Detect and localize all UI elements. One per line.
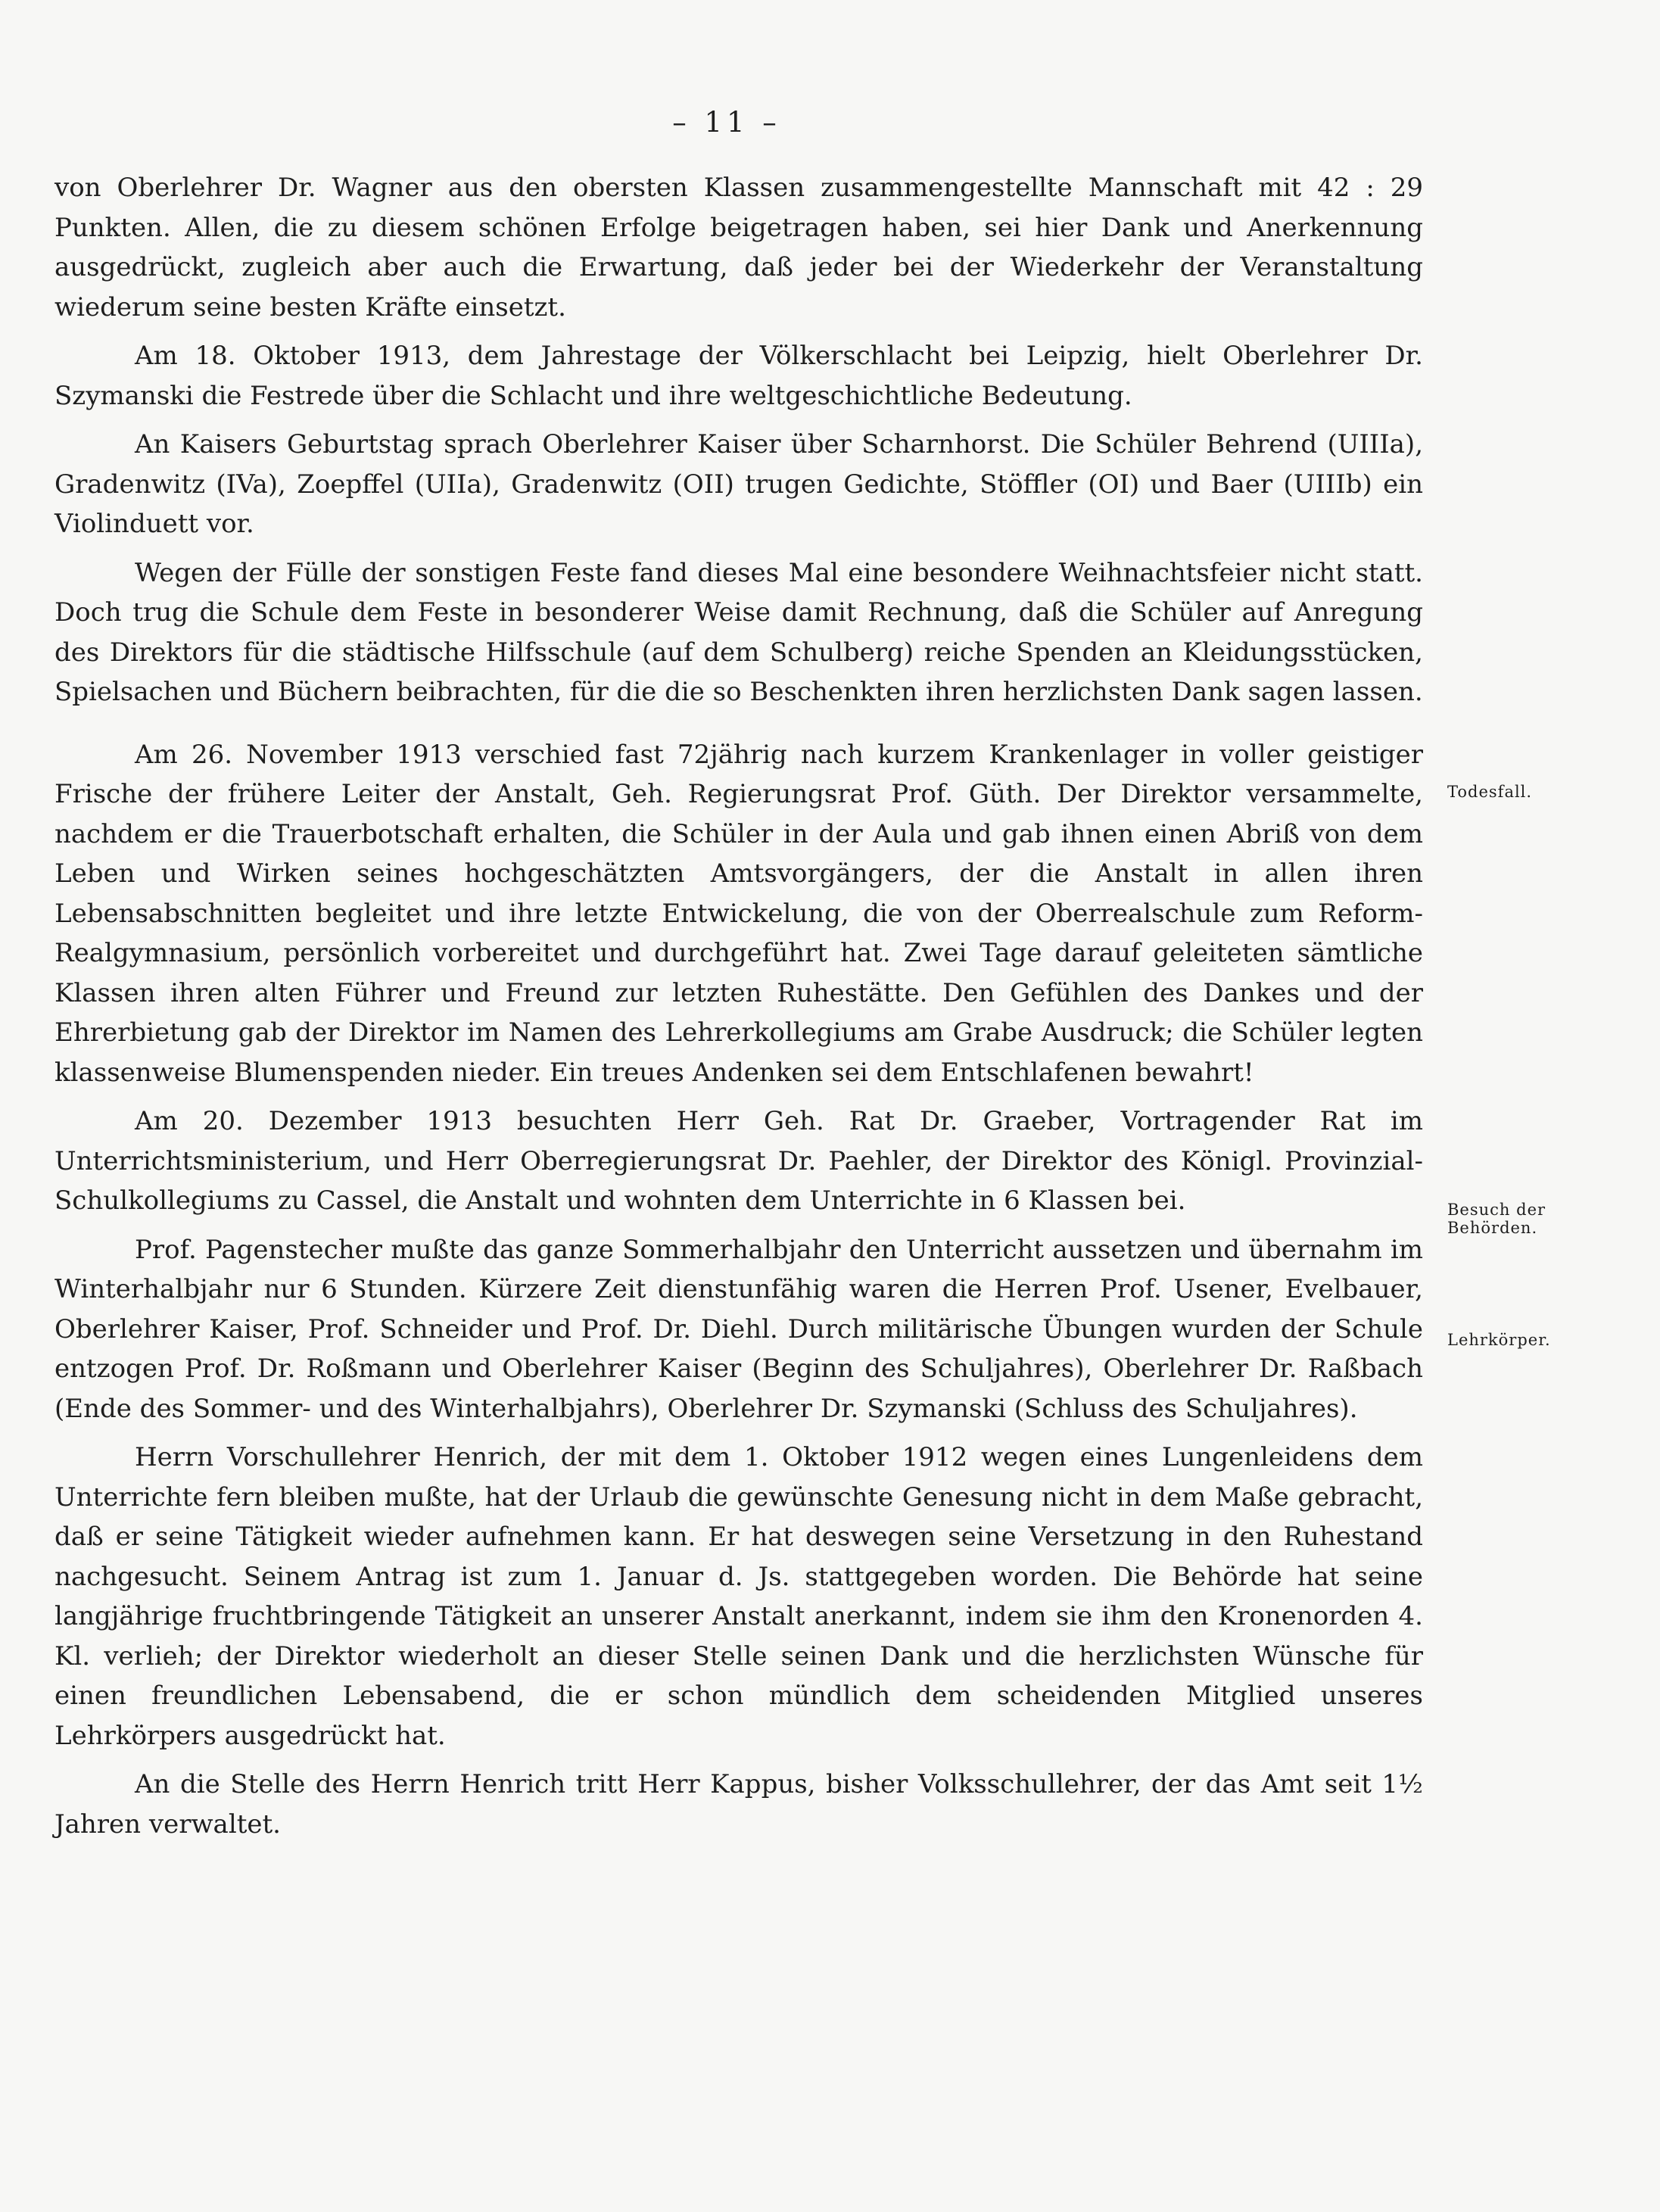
paragraph-teaching-staff: Prof. Pagenstecher mußte das ganze Sommerhalbjahr den Unterricht aussetzen und übernahm im Winterhalbjahr nur 6 Stunden. Kürzere Zeit dienstunfähig waren die Herren Prof. Usener, Evelbauer, Oberlehrer Kaiser, Prof. Schneider und Prof. Dr. Diehl. Durch militärische Übungen wurden der Schule entzogen Prof. Dr. Roßmann und Oberlehrer Kaiser (Beginn des Schuljahres), Oberlehrer Dr. Raßbach (Ende des Sommer- und des Winterhalbjahrs), Oberlehrer Dr. Szymanski (Schluss des Schuljahres).: [55, 1234, 1423, 1424]
paragraph-death-notice: Am 26. November 1913 verschied fast 72jährig nach kurzem Krankenlager in voller geistiger Frische der frühere Leiter der Anstalt, Geh. Regierungsrat Prof. Güth. Der Direktor versammelte, nachdem er die Trauerbotschaft erhalten, die Schüler in der Aula und gab ihnen einen Abriß von dem Leben und Wirken seines hochgeschätzten Amtsvorgängers, der die Anstalt in allen ihren Lebensabschnitten begleitet und ihre letzte Entwickelung, die von der Oberrealschule zum Reform-Realgymnasium, persönlich vorbereitet und durchgeführt hat. Zwei Tage darauf geleiteten sämtliche Klassen ihren alten Führer und Freund zur letzten Ruhestätte. Den Gefühlen des Dankes und der Ehrerbietung gab der Direktor im Namen des Lehrerkollegiums am Grabe Ausdruck; die Schüler legten klassenweise Blumenspenden nieder. Ein treues Andenken sei dem Entschlafenen bewahrt!: [55, 739, 1423, 1088]
paragraph-kaisers-birthday: An Kaisers Geburtstag sprach Oberlehrer Kaiser über Scharnhorst. Die Schüler Behrend (UIIIa), Gradenwitz (IVa), Zoepffel (UIIa), Gradenwitz (OII) trugen Gedichte, Stöffler (OI) und Baer (UIIIb) ein Violinduett vor.: [55, 429, 1423, 539]
sidenote-lehrkoerper: Lehrkörper.: [1447, 1331, 1551, 1349]
paragraph-team-result: von Oberlehrer Dr. Wagner aus den obersten Klassen zusammengestellte Mannschaft mit 42 : 29 Punkten. Allen, die zu diesem schönen Erfolge beigetragen haben, sei hier Dank und Anerkennung ausgedrückt, zugleich aber auch die Erwartung, daß jeder bei der Wiederkehr der Veranstaltung wiederum seine besten Kräfte einsetzt.: [55, 173, 1423, 322]
sidenote-besuch-der-behoerden: Besuch der Behörden.: [1447, 1201, 1546, 1237]
paragraph-successor: An die Stelle des Herrn Henrich tritt Herr Kappus, bisher Volksschullehrer, der das Amt seit 1½ Jahren verwaltet.: [55, 1769, 1423, 1840]
paragraph-retirement: Herrn Vorschullehrer Henrich, der mit dem 1. Oktober 1912 wegen eines Lungenleidens dem Unterrichte fern bleiben mußte, hat der Urlaub die gewünschte Genesung nicht in dem Maße gebracht, daß er seine Tätigkeit wieder aufnehmen kann. Er hat deswegen seine Versetzung in den Ruhestand nachgesucht. Seinem Antrag ist zum 1. Januar d. Js. stattgegeben worden. Die Behörde hat seine langjährige fruchtbringende Tätigkeit an unserer Anstalt anerkannt, indem sie ihm den Kronenorden 4. Kl. verlieh; der Direktor wiederholt an dieser Stelle seinen Dank und die herzlichsten Wünsche für einen freundlichen Lebensabend, die er schon mündlich dem scheidenden Mitglied unseres Lehrkörpers ausgedrückt hat.: [55, 1442, 1423, 1751]
paragraph-christmas: Wegen der Fülle der sonstigen Feste fand dieses Mal eine besondere Weihnachtsfeier nicht statt. Doch trug die Schule dem Feste in besonderer Weise damit Rechnung, daß die Schüler auf Anregung des Direktors für die städtische Hilfsschule (auf dem Schulberg) reiche Spenden an Kleidungsstücken, Spielsachen und Büchern beibrachten, für die die so Beschenkten ihren herzlichsten Dank sagen lassen.: [55, 557, 1423, 707]
sidenote-todesfall: Todesfall.: [1447, 783, 1533, 801]
paragraph-authority-visit: Am 20. Dezember 1913 besuchten Herr Geh. Rat Dr. Graeber, Vortragender Rat im Unterrichtsministerium, und Herr Oberregierungsrat Dr. Paehler, der Direktor des Königl. Provinzial-Schulkollegiums zu Cassel, die Anstalt und wohnten dem Unterrichte in 6 Klassen bei.: [55, 1106, 1423, 1216]
page-number: – 11 –: [672, 106, 781, 139]
page-body: [55, 168, 1423, 1853]
paragraph-leipzig-speech: Am 18. Oktober 1913, dem Jahrestage der Völkerschlacht bei Leipzig, hielt Oberlehrer Dr. Szymanski die Festrede über die Schlacht und ihre weltgeschichtliche Bedeutung.: [55, 341, 1423, 411]
